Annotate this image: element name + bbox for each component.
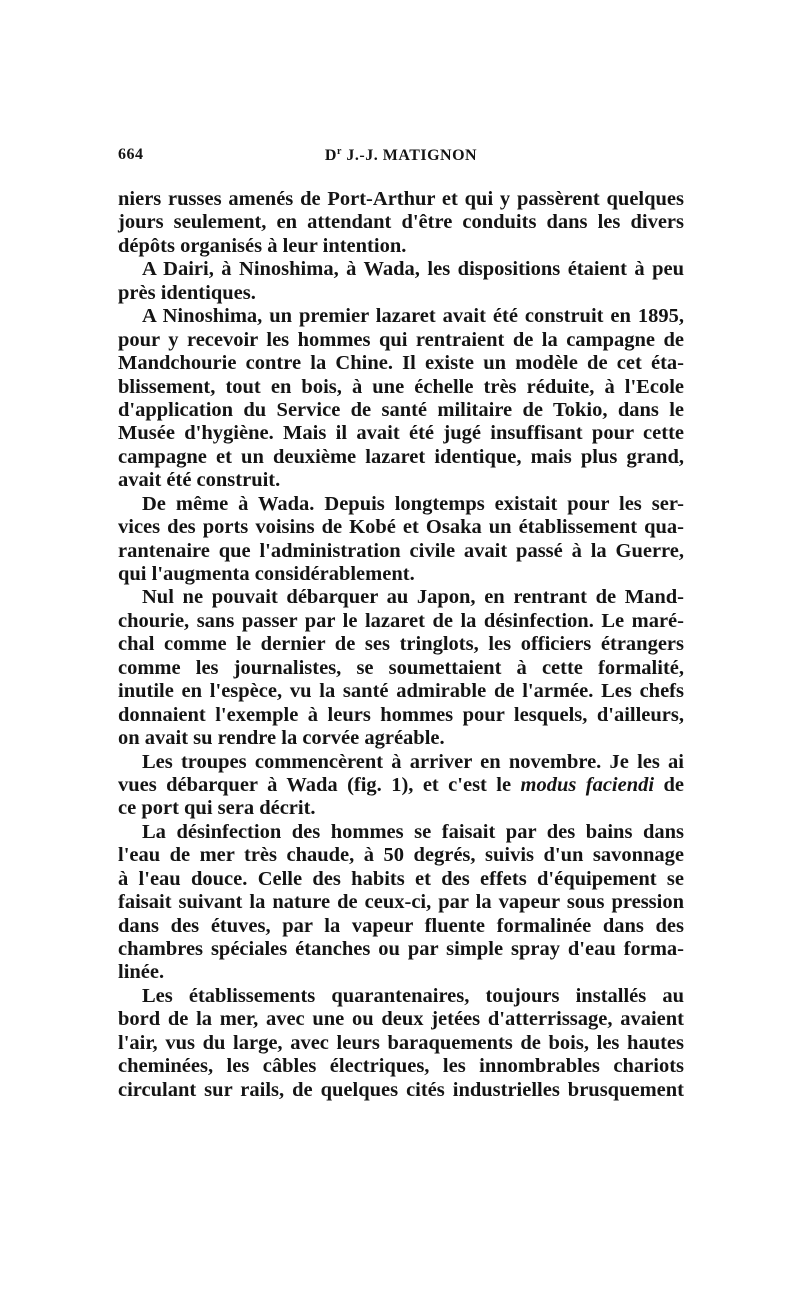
text-line: dépôts organisés à leur intention.	[118, 234, 407, 257]
text-line: blissement, tout en bois, à une échelle très réduite, à l'Ecole	[118, 375, 684, 398]
author-prefix-sup: r	[336, 146, 342, 157]
text-line: linée.	[118, 961, 165, 984]
text-line: d'application du Service de santé militaire de Tokio, dans le	[118, 398, 684, 421]
text-line: pour y recevoir les hommes qui rentraient de la campagne de	[118, 328, 684, 351]
text-line: dans des étuves, par la vapeur fluente formalinée dans des	[118, 914, 684, 937]
page-number: 664	[118, 146, 144, 163]
text-line: Les troupes commencèrent à arriver en novembre. Je les ai	[142, 750, 684, 773]
text-line: inutile en l'espèce, vu la santé admirable de l'armée. Les chefs	[118, 680, 684, 703]
text-line: qui l'augmenta considérablement.	[118, 563, 415, 585]
page-header	[118, 146, 684, 172]
text-line: A Dairi, à Ninoshima, à Wada, les dispositions étaient à peu	[142, 258, 684, 281]
text-line: l'air, vus du large, avec leurs baraquements de bois, les hautes	[118, 1031, 684, 1054]
text-line: donnaient l'exemple à leurs hommes pour lesquels, d'ailleurs,	[118, 703, 684, 726]
author-prefix: D	[324, 147, 337, 164]
text-line: Nul ne pouvait débarquer au Japon, en rentrant de Mand-	[142, 586, 684, 609]
text-line: avait été construit.	[118, 469, 281, 492]
text-line: A Ninoshima, un premier lazaret avait été construit en 1895,	[142, 305, 684, 328]
text-line: cheminées, les câbles électriques, les innombrables chariots	[118, 1055, 684, 1078]
text-line: chal comme le dernier de ses tringlots, les officiers étrangers	[118, 633, 684, 656]
text-line: jours seulement, en attendant d'être conduits dans les divers	[118, 211, 684, 234]
text-line: ce port qui sera décrit.	[118, 797, 316, 820]
text-line: Mandchourie contre la Chine. Il existe un modèle de cet éta-	[118, 352, 684, 375]
running-head	[118, 146, 684, 165]
italic-phrase: modus faciendi	[520, 773, 655, 796]
text-line: chambres spéciales étanches ou par simple spray d'eau forma-	[118, 938, 684, 960]
text-line: La désinfection des hommes se faisait par des bains dans	[142, 820, 684, 843]
text-line: Musée d'hygiène. Mais il avait été jugé insuffisant pour cette	[118, 422, 684, 445]
author-name: J.-J. MATIGNON	[346, 147, 478, 164]
text-line: près identiques.	[118, 281, 256, 304]
text-line: campagne et un deuxième lazaret identique, mais plus grand,	[118, 445, 684, 468]
text-line: à l'eau douce. Celle des habits et des effets d'équipement se	[118, 867, 684, 890]
text-line: comme les journalistes, se soumettaient à cette formalité,	[118, 656, 684, 679]
text-line: l'eau de mer très chaude, à 50 degrés, suivis d'un savonnage	[118, 844, 684, 867]
book-page	[118, 146, 684, 1102]
text-line: rantenaire que l'administration civile avait passé à la Guerre,	[118, 539, 684, 562]
body-text	[118, 188, 684, 1102]
text-line: on avait su rendre la corvée agréable.	[118, 727, 445, 750]
text-line: vices des ports voisins de Kobé et Osaka un établissement qua-	[118, 516, 684, 539]
text-line: circulant sur rails, de quelques cités industrielles brusquement	[118, 1078, 684, 1101]
text-line: De même à Wada. Depuis longtemps existait pour les ser-	[142, 492, 684, 515]
text-line: vues débarquer à Wada (fig. 1), et c'est le modus faciendi de	[118, 773, 684, 796]
text-line: bord de la mer, avec une ou deux jetées d'atterrissage, avaient	[118, 1008, 684, 1031]
text-line: chourie, sans passer par le lazaret de la désinfection. Le maré-	[118, 609, 684, 632]
text-line: niers russes amenés de Port-Arthur et qui y passèrent quelques	[118, 188, 684, 210]
text-line: faisait suivant la nature de ceux-ci, par la vapeur sous pression	[118, 891, 684, 914]
text-line: Les établissements quarantenaires, toujours installés au	[142, 984, 684, 1007]
